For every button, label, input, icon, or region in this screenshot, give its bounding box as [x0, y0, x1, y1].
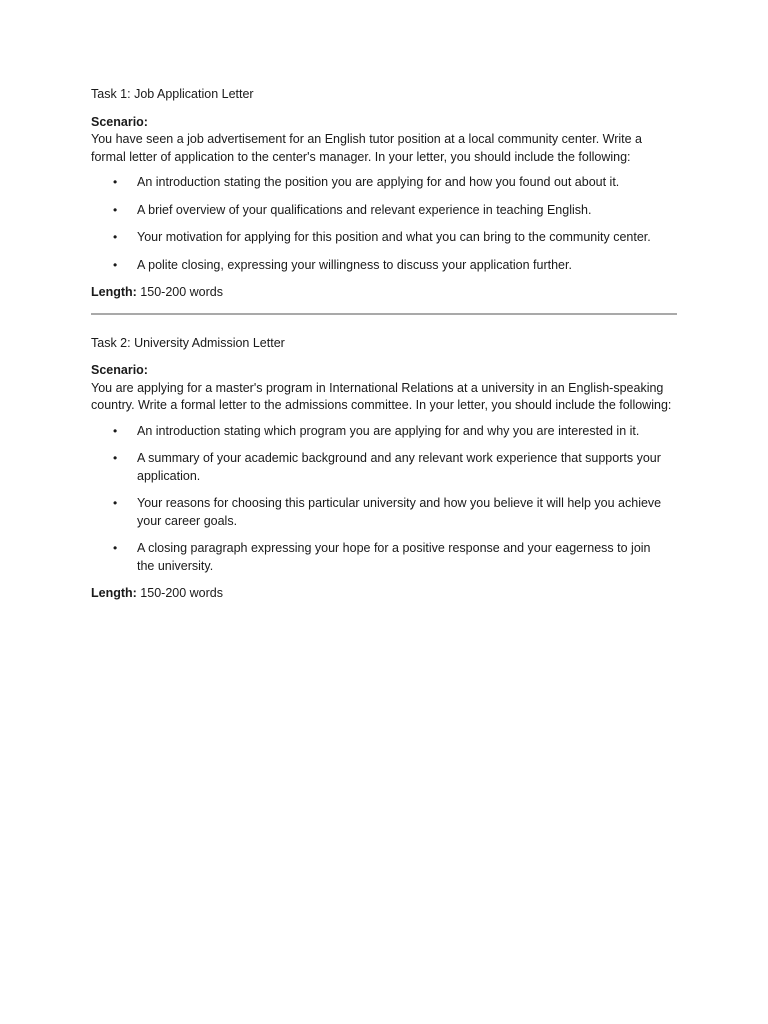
list-item — [91, 202, 677, 220]
list-item — [91, 174, 677, 192]
task-1-title: Task 1: Job Application Letter — [91, 87, 254, 101]
bullet-icon: • — [113, 423, 118, 438]
task-1-requirements-list — [91, 174, 677, 274]
list-item-text: Your reasons for choosing this particular university and how you believe it will help you achieve your career goals. — [137, 496, 662, 528]
task-2-scenario-label: Scenario: — [91, 363, 148, 377]
task-2-requirements-list — [91, 423, 677, 576]
task-2-length — [91, 585, 677, 603]
bullet-icon: • — [113, 451, 118, 465]
list-item — [91, 257, 677, 275]
list-item-text: A closing paragraph expressing your hope for a positive response and your eagerness to join the university. — [137, 541, 651, 573]
bullet-icon: • — [113, 175, 118, 189]
task-2-scenario-text: You are applying for a master's program in International Relations at a university in an English-speaking country. Write a formal letter to the admissions committee. In your letter, you should include the following: — [91, 380, 672, 412]
list-item — [91, 423, 677, 441]
task-2-length-value: 150-200 words — [136, 586, 223, 600]
list-item — [91, 540, 677, 575]
bullet-icon: • — [113, 541, 118, 555]
task-1-length — [91, 284, 677, 302]
list-item — [91, 229, 677, 247]
bullet-icon: • — [113, 202, 118, 217]
task-2-length-label: Length: — [91, 586, 137, 600]
document-page — [91, 86, 677, 603]
list-item-text: An introduction stating the position you are applying for and how you found out about it. — [137, 175, 620, 189]
task-1-length-value: 150-200 words — [136, 285, 223, 299]
task-2-title: Task 2: University Admission Letter — [91, 335, 285, 350]
list-item-text: An introduction stating which program you are applying for and why you are interested in it. — [137, 423, 640, 438]
bullet-icon: • — [113, 230, 118, 244]
task-1-section — [91, 86, 677, 302]
list-item-text: Your motivation for applying for this position and what you can bring to the community center. — [137, 230, 651, 244]
task-1-length-label: Length: — [91, 285, 137, 299]
list-item-text: A brief overview of your qualifications and relevant experience in teaching English. — [137, 202, 592, 217]
task-2-section — [91, 335, 677, 603]
list-item-text: A polite closing, expressing your willingness to discuss your application further. — [137, 257, 572, 272]
section-divider — [91, 313, 677, 315]
task-1-scenario-label: Scenario: — [91, 114, 148, 129]
list-item — [91, 495, 677, 530]
list-item — [91, 450, 677, 485]
bullet-icon: • — [113, 496, 118, 510]
task-1-scenario-text: You have seen a job advertisement for an English tutor position at a local community center. Write a formal letter of application to the center's manager. In your letter, you should include the following: — [91, 132, 643, 164]
list-item-text: A summary of your academic background and any relevant work experience that supports your application. — [137, 451, 661, 483]
bullet-icon: • — [113, 257, 118, 272]
